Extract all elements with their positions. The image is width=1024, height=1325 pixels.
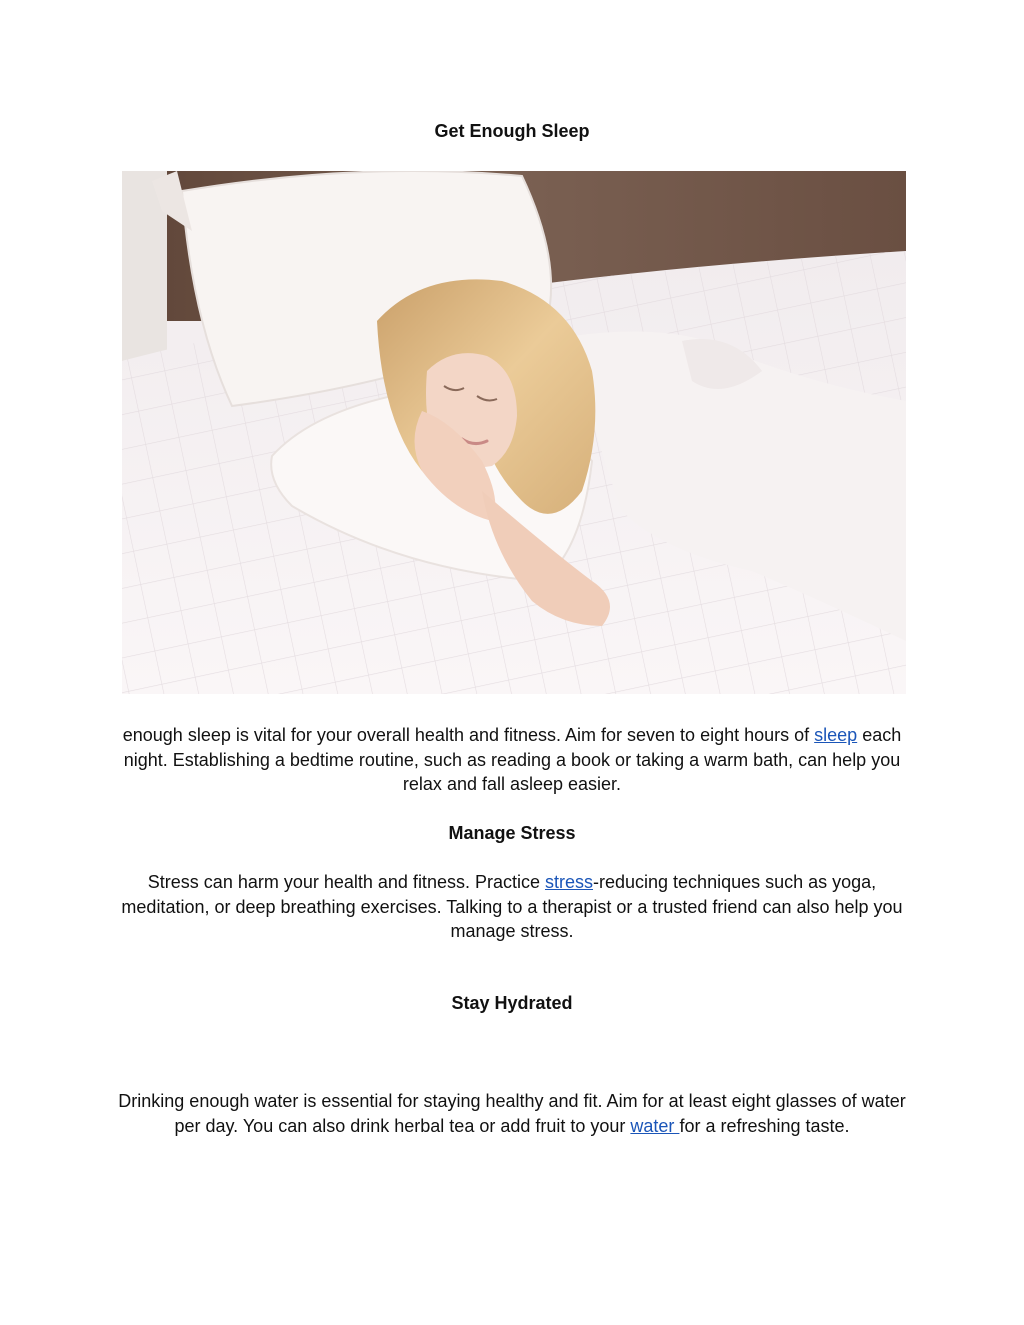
hydration-text-after: for a refreshing taste. [679, 1115, 850, 1136]
water-link[interactable]: water [630, 1115, 680, 1136]
sleep-paragraph [112, 723, 912, 797]
hydration-text-before: Drinking enough water is essential for staying healthy and fit. Aim for at least eight glasses of water per day. You can also drink herbal tea or add fruit to your [118, 1091, 906, 1136]
stress-link[interactable]: stress [544, 872, 593, 892]
sleeping-woman-image [122, 171, 906, 694]
hydration-paragraph [112, 1089, 912, 1138]
heading-get-enough-sleep: Get Enough Sleep [434, 121, 590, 141]
stress-text-before: Stress can harm your health and fitness. Practice [147, 872, 545, 892]
stress-paragraph [112, 870, 912, 944]
sleep-link[interactable]: sleep [814, 725, 858, 745]
sleep-text-after: each night. Establishing a bedtime routine, such as reading a book or taking a warm bath, can help you relax and fall asleep easier. [123, 725, 902, 794]
stress-text-after: -reducing techniques such as yoga, meditation, or deep breathing exercises. Talking to a therapist or a trusted friend can also help you manage stress. [121, 872, 903, 941]
heading-manage-stress: Manage Stress [448, 823, 576, 843]
sleep-text-before: enough sleep is vital for your overall health and fitness. Aim for seven to eight hours of [122, 725, 815, 745]
heading-stay-hydrated: Stay Hydrated [451, 993, 573, 1013]
